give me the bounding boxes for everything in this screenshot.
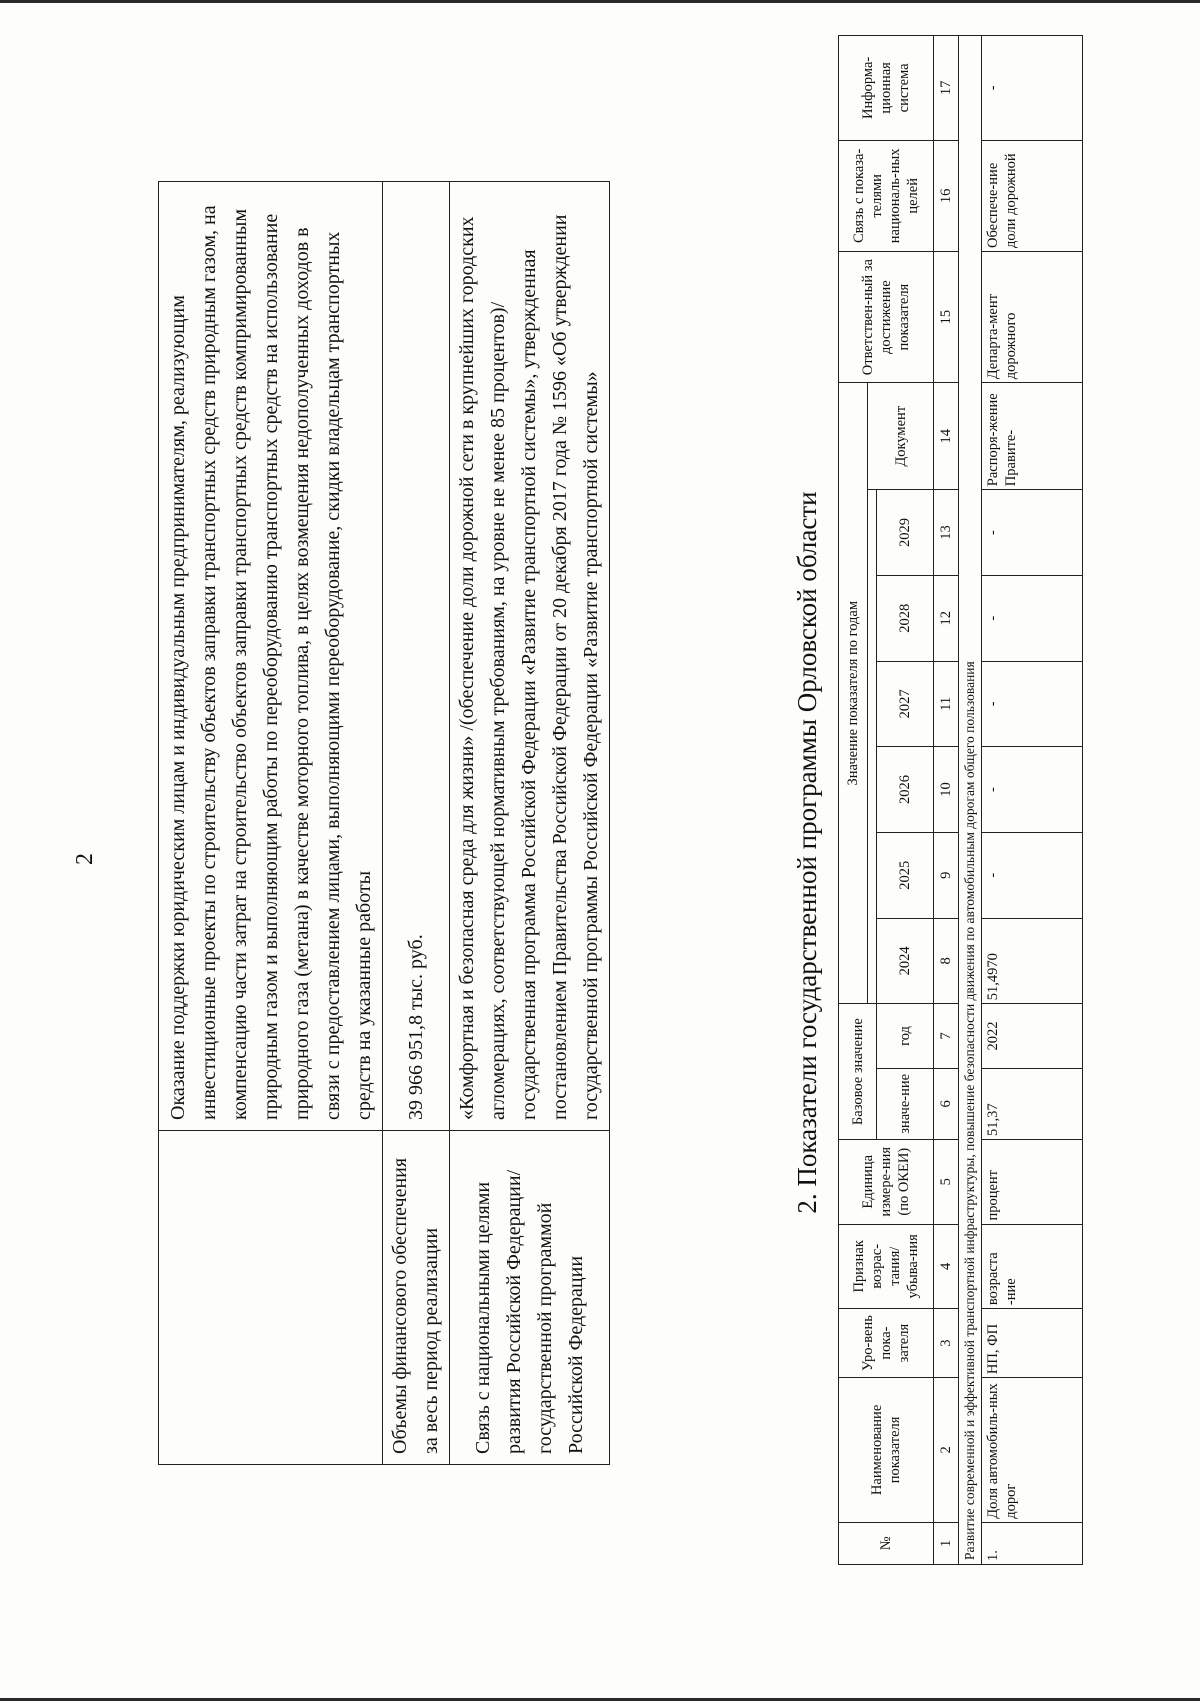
cell-responsible: Департа-мент дорожного: [982, 251, 1083, 382]
indicators-header-row-1: [839, 36, 868, 1565]
header-year-2025: 2025: [877, 832, 934, 918]
header-link: Связь с показа-телями националь-ных целей: [839, 140, 934, 251]
page-number: 2: [72, 853, 98, 865]
info-label-financing: Объемы финансового обеспечения за весь период реализации: [383, 1131, 450, 1465]
col-num: 13: [934, 490, 959, 576]
col-num: 16: [934, 140, 959, 251]
header-year-2026: 2026: [877, 747, 934, 833]
indicators-table: [838, 35, 1083, 1565]
col-num: 8: [934, 918, 959, 1004]
cell-base-value: 51,37: [982, 1068, 1083, 1139]
header-trend: Признак возрас-тания/ убыва-ния: [839, 1224, 934, 1309]
col-num: 5: [934, 1139, 959, 1224]
cell-trend: возраста -ние: [982, 1224, 1083, 1309]
header-year-2028: 2028: [877, 575, 934, 661]
col-num: 3: [934, 1309, 959, 1378]
col-num: 10: [934, 747, 959, 833]
header-year-2029: 2029: [877, 490, 934, 576]
cell-y2028: -: [982, 575, 1083, 661]
cell-y2029: -: [982, 490, 1083, 576]
info-row-national-goals: [450, 182, 610, 1465]
cell-name: Доля автомобиль-ных дорог: [982, 1378, 1083, 1523]
cell-y2026: -: [982, 747, 1083, 833]
info-text-support: Оказание поддержки юридическим лицам и индивидуальным предпринимателям, реализующим инвестиционные проекты по строительству объектов заправки транспортных средств природным газом, на компенсацию части затрат на строительство объектов заправки транспортных средств компримированным природным газом и выполняющим работы по переоборудованию транспортных средств на использование природного газа (метана) в качестве моторного топлива, в целях возмещения недополученных доходов в связи с предоставлением лицами, выполняющими переоборудование, скидки владельцам транспортных средств на указанные работы: [159, 182, 383, 1131]
section-title: 2. Показатели государственной программы Орловской области: [792, 491, 822, 1214]
info-row-support: [159, 182, 383, 1465]
header-base-value: значе-ние: [877, 1068, 934, 1139]
col-num: 1: [934, 1522, 959, 1564]
col-num: 4: [934, 1224, 959, 1309]
header-year-2027: 2027: [877, 661, 934, 747]
cell-document: Распоря-жение Правите-: [982, 383, 1083, 490]
header-values-by-year: Значение показателя по годам: [839, 383, 868, 1004]
table-row: [982, 36, 1083, 1565]
col-num: 11: [934, 661, 959, 747]
header-document: Документ: [868, 383, 934, 490]
cell-info-system: -: [982, 36, 1083, 141]
info-text-financing: 39 966 951,8 тыс. руб.: [383, 182, 450, 1131]
cell-unit: процент: [982, 1139, 1083, 1224]
info-label-cell: [159, 1131, 383, 1465]
info-label-national-goals: Связь с национальными целями развития Российской Федерации/ государственной программой Российской Федерации: [450, 1131, 610, 1465]
col-num: 9: [934, 832, 959, 918]
header-name: Наименование показателя: [839, 1378, 934, 1523]
program-info-table: [158, 181, 610, 1465]
cell-link: Обеспече-ние доли дорожной: [982, 140, 1083, 251]
header-info-system: Информа-ционная система: [839, 36, 934, 141]
col-num: 6: [934, 1068, 959, 1139]
cell-base-year: 2022: [982, 1004, 1083, 1069]
group-row-title: Развитие современной и эффективной транспортной инфраструктуры, повышение безопасности движения по автомобильным дорогам общего пользования: [959, 36, 982, 1565]
col-num: 2: [934, 1378, 959, 1523]
header-year-2024: 2024: [877, 918, 934, 1004]
cell-y2024: 51,4970: [982, 918, 1083, 1004]
header-responsible: Ответствен-ный за достижение показателя: [839, 251, 934, 382]
info-row-financing: [383, 182, 450, 1465]
header-unit: Единица измере-ния (по ОКЕИ): [839, 1139, 934, 1224]
column-number-row: [934, 36, 959, 1565]
cell-y2027: -: [982, 661, 1083, 747]
header-years-spacer: [868, 490, 877, 1004]
col-num: 17: [934, 36, 959, 141]
cell-no: 1.: [982, 1522, 1083, 1564]
header-base-year: год: [877, 1004, 934, 1069]
col-num: 12: [934, 575, 959, 661]
cell-level: НП, ФП: [982, 1309, 1083, 1378]
info-text-national-goals: «Комфортная и безопасная среда для жизни» /(обеспечение доли дорожной сети в крупнейших городских агломерациях, соответствующей нормативным требованиям, на уровне не менее 85 процентов)/ государственная программа Российской Федерации «Развитие транспортной системы», утвержденная постановлением Правительства Российской Федерации от 20 декабря 2017 года № 1596 «Об утверждении государственной программы Российской Федерации «Развитие транспортной системы»: [450, 182, 610, 1131]
col-num: 14: [934, 383, 959, 490]
header-level: Уро-вень пока-зателя: [839, 1309, 934, 1378]
header-no: №: [839, 1522, 934, 1564]
col-num: 7: [934, 1004, 959, 1069]
group-row: [959, 36, 982, 1565]
cell-y2025: -: [982, 832, 1083, 918]
header-base: Базовое значение: [839, 1004, 877, 1140]
col-num: 15: [934, 251, 959, 382]
